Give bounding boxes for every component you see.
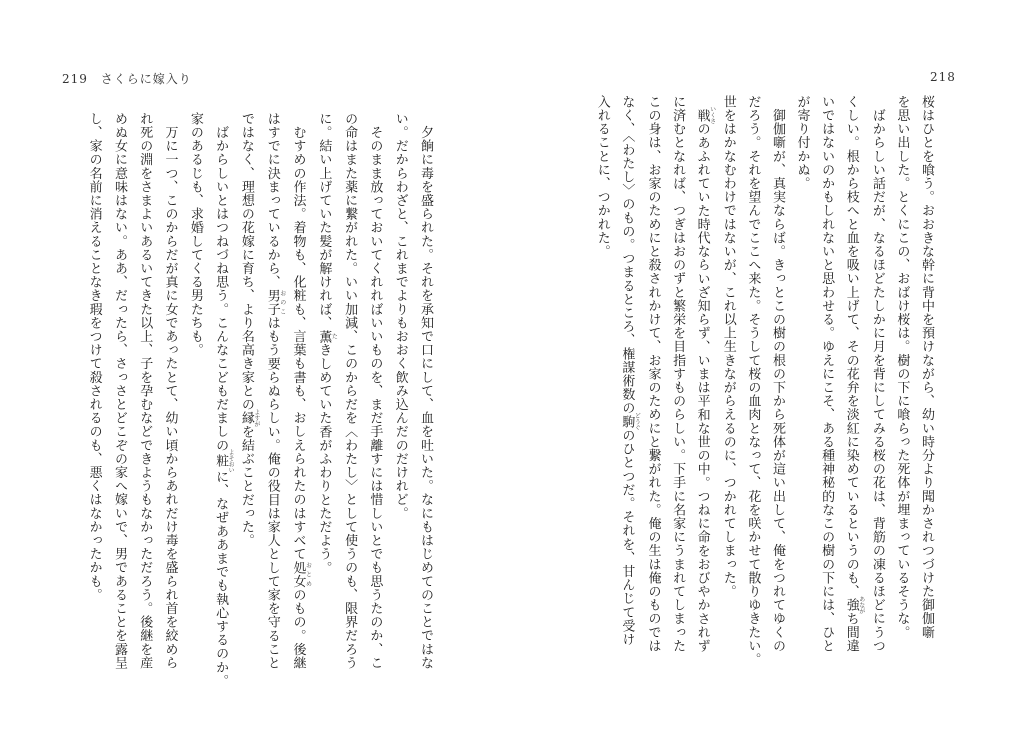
- text-column: [814, 95, 839, 655]
- text-run: に。結い上げていた髪が解ければ、: [316, 112, 332, 330]
- ruby-base: 男子: [264, 288, 280, 317]
- text-column: [589, 95, 614, 655]
- furigana: あなが: [857, 596, 865, 615]
- ruby-base: 戦: [694, 106, 710, 125]
- ruby-base: 縁: [238, 409, 254, 427]
- text-column: [715, 95, 740, 655]
- text-run: を結ぶことだった。: [238, 424, 254, 548]
- text-run: 世をはかなむわけではないが、これ以上生きながらえるのに、つかれてしまった。: [720, 95, 736, 599]
- text-run: のあふれていた時代ならいざ知らず、いまは平和な世の中。つねに命をおびやかされず: [694, 122, 710, 653]
- text-run: めぬ女に意味はない。ああ、だったら、さっさとどこぞの家へ嫁いで、男であることを露呈: [111, 112, 127, 670]
- ruby-base: 薫: [316, 329, 332, 344]
- text-column: [913, 95, 938, 655]
- text-column: [838, 95, 864, 655]
- running-title: さくらに嫁入り: [100, 72, 192, 86]
- text-column: [640, 95, 665, 655]
- furigana: よそおい: [227, 449, 235, 473]
- text-column: [789, 95, 814, 655]
- right-page-body: [589, 95, 938, 667]
- furigana: よすが: [252, 409, 260, 428]
- text-run: のひとつだ。それを、甘んじて受け: [619, 428, 635, 647]
- ruby-annotated-word: [316, 329, 338, 344]
- text-column: [337, 112, 362, 672]
- text-run: 御伽噺が、真実ならば。きっとこの樹の根の下から死体が這い出して、俺をつれてゆくの: [769, 95, 785, 653]
- text-run: くしい。根から枝へと血を吸い上げて、その花弁を淡紅に染めているというのも、: [843, 95, 859, 599]
- text-run: に、なぜああまでも執心するのか。: [213, 469, 229, 688]
- text-run: が寄り付かぬ。: [794, 95, 810, 191]
- text-column: [259, 112, 285, 672]
- ruby-annotated-word: [264, 288, 286, 317]
- text-column: [107, 112, 132, 672]
- right-page-header: [930, 70, 956, 84]
- text-run: いではないのかもしれないと思わせる。ゆえにこそ、ある種神秘的なこの樹の下には、ひと: [819, 95, 835, 653]
- text-run: なく、〈わたし〉のもの。つまるところ、権謀術数の: [619, 95, 635, 415]
- text-run: ではなく、理想の花嫁に育ち、より名高き家との: [238, 112, 254, 412]
- text-run: はすでに決まっているから、: [264, 112, 280, 289]
- text-column: [157, 112, 182, 672]
- ruby-base: 処女: [290, 560, 306, 589]
- text-column: [311, 112, 337, 672]
- furigana: どうぐ: [633, 412, 641, 431]
- text-run: 家のあるじも、求婚してくる男たちも。: [187, 112, 203, 357]
- text-column: [689, 95, 715, 655]
- furigana: いくさ: [708, 106, 716, 125]
- furigana: おとめ: [304, 560, 312, 589]
- text-run: れ死の淵をさまよいあるいてきた以上、子を孕むなどできようもなかっただろう。後継を産: [137, 112, 153, 670]
- text-run: だろう。それを望んでここへ来た。そうして桜の血肉となって、花を咲かせて散りゆきたい。: [745, 95, 761, 667]
- text-run: に済むとなれば、つぎはおのずと繁栄を目指すものらしい。下手に名家にうまれてしまった: [670, 95, 686, 653]
- text-run: はもう要らぬらしい。俺の役目は家人として家を守ること: [264, 316, 280, 670]
- text-run: し、家の名前に消えることなき瑕をつけて殺されるのも、悪くはなかったかも。: [86, 112, 102, 602]
- text-column: [81, 112, 106, 672]
- text-column: [234, 112, 260, 672]
- left-page-header: [62, 70, 192, 87]
- text-run: ち間違: [843, 611, 859, 653]
- text-run: 桜はひとを喰う。おおきな幹に背中を預けながら、幼い時分より聞かされつづけた御伽噺: [919, 95, 934, 639]
- furigana: た: [330, 329, 338, 344]
- text-column: [183, 112, 208, 672]
- text-column: [664, 95, 689, 655]
- left-page-body: [81, 112, 438, 688]
- text-run: むすめの作法。着物も、化粧も、言葉も書も、おしえられたのはすべて: [290, 112, 306, 561]
- text-run: のもの。後継: [290, 588, 306, 670]
- text-run: 入れることに、つかれた。: [594, 95, 610, 259]
- text-column: [764, 95, 789, 655]
- text-run: 万に一つ、このからだが真に女であったとて、幼い頃からあれだけ毒を盛られ首を絞めら: [162, 112, 178, 670]
- ruby-annotated-word: [238, 409, 260, 428]
- ruby-annotated-word: [290, 560, 312, 589]
- ruby-base: 強: [843, 596, 859, 614]
- text-column: [614, 95, 640, 655]
- text-column: [864, 95, 889, 655]
- furigana: おのこ: [278, 288, 286, 317]
- text-run: 夕餉に毒を盛られた。それを承知で口にして、血を吐いた。なにもはじめてのことではな: [418, 112, 433, 670]
- text-run: の命はまた薬に繋がれた。いい加減、このからだを〈わたし〉として使うのも、限界だろう: [342, 112, 358, 670]
- text-column: [285, 112, 311, 672]
- text-run: ばからしい話だが、なるほどたしかに月を背にしてみる桜の花は、背筋の凍るほどにうつ: [869, 95, 885, 653]
- right-page-number: 218: [930, 70, 956, 84]
- ruby-annotated-word: [843, 596, 865, 615]
- ruby-annotated-word: [213, 449, 235, 473]
- text-column: [740, 95, 765, 667]
- text-run: そのまま放っておいてくれればいいものを、まだ手離すには惜しいとでも思うたのか、こ: [367, 112, 383, 670]
- text-column: [387, 112, 412, 672]
- text-column: [132, 112, 157, 672]
- text-column: [362, 112, 387, 672]
- text-run: この身は、お家のためにと殺されかけて、お家のためにと繋がれた。俺の生は俺のものでは: [645, 95, 661, 653]
- text-column: [208, 112, 235, 688]
- ruby-base: 粧: [213, 449, 229, 473]
- text-column: [413, 112, 438, 672]
- text-column: [889, 95, 914, 655]
- text-run: ばからしいとはつねづね思う。こんなこどもだましの: [213, 112, 229, 452]
- text-run: い。だからわざと、これまでよりもおおく飲み込んだのだけれど。: [392, 112, 408, 520]
- ruby-annotated-word: [694, 106, 716, 125]
- ruby-annotated-word: [619, 412, 641, 431]
- ruby-base: 駒: [619, 412, 635, 431]
- left-page-number: 219: [62, 72, 88, 86]
- text-run: を思い出した。とくにこの、おばけ桜は。樹の下に喰らった死体が埋まっているそうな。: [894, 95, 910, 639]
- text-run: きしめていた香がふわりとただよう。: [316, 343, 332, 575]
